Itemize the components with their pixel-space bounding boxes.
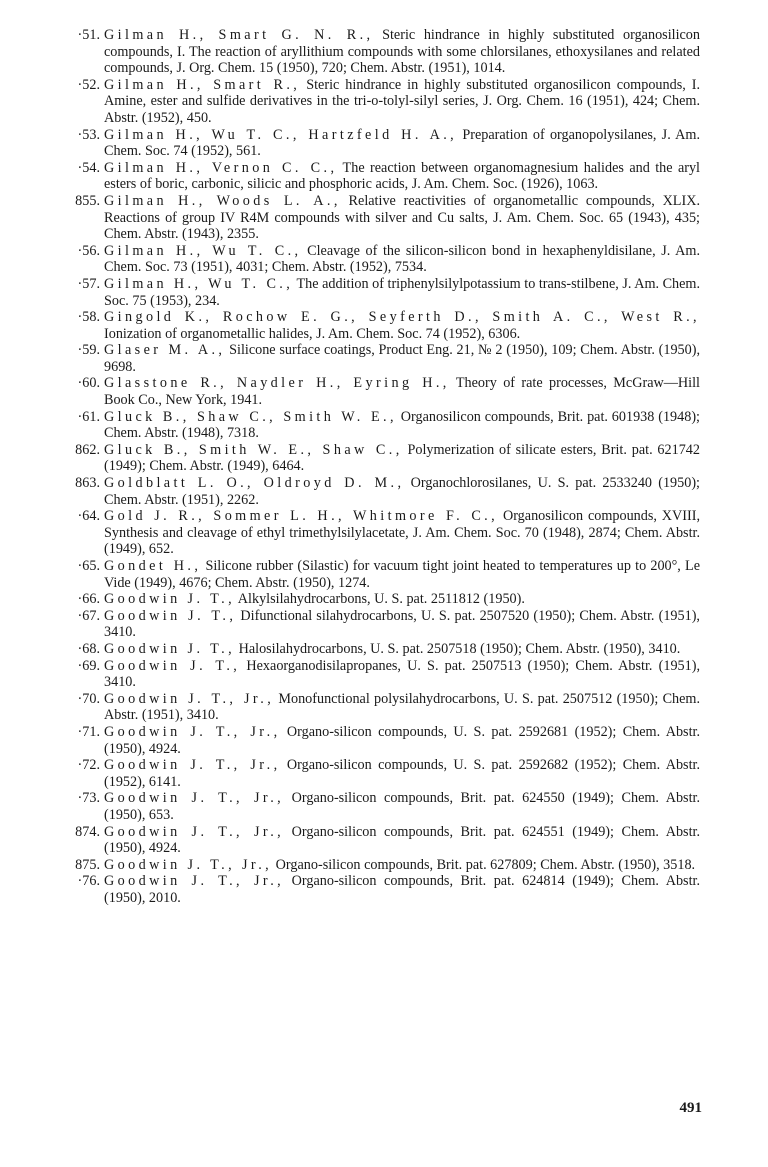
reference-text: Organosilicon compounds, Brit. pat. 601938 (1948); Chem. Abstr. (1948), 7318. <box>104 408 700 442</box>
reference-text: Cleavage of the silicon-silicon bond in hexaphenyldisilane, J. Am. Chem. Soc. 73 (1951), 4031; Chem. Abstr. (1952), 7534. <box>104 242 700 276</box>
reference-entry <box>75 856 700 874</box>
reference-text: Preparation of organopolysilanes, J. Am. Chem. Soc. 74 (1952), 561. <box>104 126 700 160</box>
reference-authors: Gluck B., Shaw C., Smith W. E., <box>104 408 397 425</box>
reference-text: Organo-silicon compounds, Brit. pat. 624551 (1949); Chem. Abstr. (1950), 4924. <box>104 823 700 857</box>
reference-number: ·68. <box>77 640 100 657</box>
reference-number: 875. <box>75 856 100 873</box>
reference-text: Steric hindrance in highly substituted organosilicon compounds, I. The reaction of aryllithium compounds with some chlorsilanes, ethoxysilanes and related compounds, J. Org. Chem. 15 (1950), 720; Chem. Abstr. (1951), 1014. <box>104 27 700 77</box>
reference-number: ·57. <box>77 275 100 292</box>
reference-number: ·67. <box>77 607 100 624</box>
reference-entry <box>75 192 700 243</box>
reference-number: ·54. <box>77 159 100 176</box>
reference-authors: Gold J. R., Sommer L. H., Whitmore F. C., <box>104 508 499 525</box>
reference-text: Organo-silicon compounds, Brit. pat. 627809; Chem. Abstr. (1950), 3518. <box>272 856 696 873</box>
reference-text: Ionization of organometallic halides, J. Am. Chem. Soc. 74 (1952), 6306. <box>104 325 521 342</box>
reference-entry <box>77 607 700 641</box>
reference-authors: Gilman H., Woods L. A., <box>104 192 341 209</box>
reference-text: Organo-silicon compounds, U. S. pat. 2592682 (1952); Chem. Abstr. (1952), 6141. <box>104 757 700 790</box>
reference-number: ·52. <box>77 76 100 93</box>
reference-authors: Gilman H., Wu T. C., <box>104 242 302 259</box>
reference-entry <box>77 159 700 193</box>
reference-number: ·66. <box>77 591 100 608</box>
reference-authors: Gilman H., Smart G. N. R., <box>104 27 374 43</box>
reference-number: ·64. <box>77 508 100 525</box>
reference-authors: Glasstone R., Naydler H., Eyring H., <box>104 375 450 392</box>
reference-entry <box>77 126 700 160</box>
reference-number: ·61. <box>77 408 100 425</box>
reference-entry <box>75 441 700 475</box>
reference-text: Organo-silicon compounds, Brit. pat. 624550 (1949); Chem. Abstr. (1950), 653. <box>104 790 700 823</box>
reference-number: ·73. <box>77 790 100 807</box>
page-number: 491 <box>679 1100 702 1116</box>
reference-number: ·51. <box>77 27 100 43</box>
reference-entry <box>77 408 700 442</box>
reference-authors: Gluck B., Smith W. E., Shaw C., <box>104 441 403 458</box>
reference-authors: Goodwin J. T., Jr., <box>104 723 281 740</box>
reference-entry <box>77 309 700 342</box>
reference-entry <box>77 76 700 127</box>
reference-authors: Gilman H., Wu T. C., <box>104 275 294 292</box>
reference-entry <box>77 757 700 790</box>
reference-authors: Goodwin J. T., Jr., <box>104 873 285 890</box>
reference-entry <box>77 275 701 309</box>
reference-authors: Glaser M. A., <box>104 342 226 359</box>
reference-authors: Gilman H., Vernon C. C., <box>104 159 338 176</box>
reference-number: ·65. <box>77 558 100 574</box>
reference-entry <box>75 823 700 857</box>
reference-number: 862. <box>75 441 100 458</box>
reference-text: Steric hindrance in highly substituted organosilicon compounds, I. Amine, ester and sulfide derivatives in the tri-o-tolyl-silyl series, J. Org. Chem. 16 (1951), 424; Chem. Abstr. (1952), 450. <box>104 76 700 126</box>
reference-entry <box>77 508 700 558</box>
reference-text: Organochlorosilanes, U. S. pat. 2533240 (1950); Chem. Abstr. (1951), 2262. <box>104 475 700 508</box>
reference-entry <box>77 790 700 823</box>
reference-text: Relative reactivities of organometallic compounds, XLIX. Reactions of group IV R4M compounds with silver and Cu salts, J. Am. Chem. Soc. 65 (1943), 435; Chem. Abstr. (1943), 2355. <box>104 192 700 243</box>
reference-authors: Gilman H., Wu T. C., Hartzfeld H. A., <box>104 126 458 143</box>
reference-authors: Goodwin J. T., <box>104 657 241 674</box>
reference-authors: Goodwin J. T., <box>104 640 236 657</box>
reference-authors: Goodwin J. T., <box>104 591 236 608</box>
reference-list <box>75 27 701 906</box>
reference-text: Difunctional silahydrocarbons, U. S. pat. 2507520 (1950); Chem. Abstr. (1951), 3410. <box>104 607 700 641</box>
reference-text: Theory of rate processes, McGraw—Hill Book Co., New York, 1941. <box>104 375 700 409</box>
reference-number: ·76. <box>77 873 100 890</box>
reference-number: ·60. <box>77 375 100 392</box>
reference-text: The reaction between organomagnesium halides and the aryl esters of boric, carbonic, silicic and phosphoric acids, J. Am. Chem. Soc. (1926), 1063. <box>104 159 700 193</box>
reference-number: ·56. <box>77 242 100 259</box>
reference-text: Polymerization of silicate esters, Brit. pat. 621742 (1949); Chem. Abstr. (1949), 6464. <box>104 441 700 475</box>
reference-text: Alkylsilahydrocarbons, U. S. pat. 2511812 (1950). <box>235 591 525 608</box>
reference-authors: Gondet H., <box>104 558 202 574</box>
reference-authors: Gilman H., Smart R., <box>104 76 301 93</box>
reference-text: Halosilahydrocarbons, U. S. pat. 2507518 (1950); Chem. Abstr. (1950), 3410. <box>235 640 681 657</box>
reference-entry <box>75 475 700 508</box>
reference-text: Organo-silicon compounds, U. S. pat. 2592681 (1952); Chem. Abstr. (1950), 4924. <box>104 723 700 757</box>
reference-authors: Goodwin J. T., Jr., <box>104 823 285 840</box>
reference-authors: Gingold K., Rochow E. G., Seyferth D., Smith A. C., West R., <box>104 309 700 326</box>
reference-entry <box>77 690 701 724</box>
reference-text: Organo-silicon compounds, Brit. pat. 624814 (1949); Chem. Abstr. (1950), 2010. <box>104 873 700 906</box>
reference-entry <box>77 591 700 608</box>
reference-number: ·72. <box>77 757 100 774</box>
reference-text: Monofunctional polysilahydrocarbons, U. S. pat. 2507512 (1950); Chem. Abstr. (1951), 3410. <box>104 690 701 724</box>
reference-text: Silicone rubber (Silastic) for vacuum tight joint heated to temperatures up to 200°, Le Vide (1949), 4676; Chem. Abstr. (1950), 1274. <box>104 558 700 591</box>
reference-number: ·71. <box>77 723 100 740</box>
reference-authors: Goodwin J. T., Jr., <box>104 757 281 774</box>
reference-number: ·58. <box>77 309 100 326</box>
reference-text: Hexaorganodisilapropanes, U. S. pat. 2507513 (1950); Chem. Abstr. (1951), 3410. <box>104 657 700 691</box>
reference-authors: Goodwin J. T., <box>104 607 237 624</box>
reference-entry <box>77 342 700 375</box>
reference-entry <box>77 375 700 409</box>
reference-text: Silicone surface coatings, Product Eng. 21, № 2 (1950), 109; Chem. Abstr. (1950), 9698. <box>104 342 700 375</box>
reference-authors: Goldblatt L. O., Oldroyd D. M., <box>104 475 405 492</box>
reference-number: ·59. <box>77 342 100 359</box>
reference-text: Organosilicon compounds, XVIII, Synthesis and cleavage of ethyl trimethylsilylacetate, J. Am. Chem. Soc. 70 (1948), 2874; Chem. Abstr. (1949), 652. <box>104 508 700 558</box>
reference-number: ·53. <box>77 126 100 143</box>
reference-number: 874. <box>75 823 100 840</box>
reference-number: ·70. <box>77 690 100 707</box>
reference-entry <box>77 242 700 276</box>
reference-entry <box>77 873 700 906</box>
reference-entry <box>77 558 700 591</box>
reference-entry <box>77 640 700 658</box>
reference-entry <box>77 723 700 757</box>
reference-entry <box>77 657 700 691</box>
reference-number: ·69. <box>77 657 100 674</box>
reference-number: 863. <box>75 475 100 492</box>
reference-authors: Goodwin J. T., Jr., <box>104 856 273 873</box>
reference-authors: Goodwin J. T., Jr., <box>104 690 275 707</box>
reference-authors: Goodwin J. T., Jr., <box>104 790 285 807</box>
reference-entry <box>77 27 700 77</box>
reference-text: The addition of triphenylsilylpotassium to trans-stilbene, J. Am. Chem. Soc. 75 (1953), 234. <box>104 275 701 309</box>
reference-number: 855. <box>75 192 100 209</box>
